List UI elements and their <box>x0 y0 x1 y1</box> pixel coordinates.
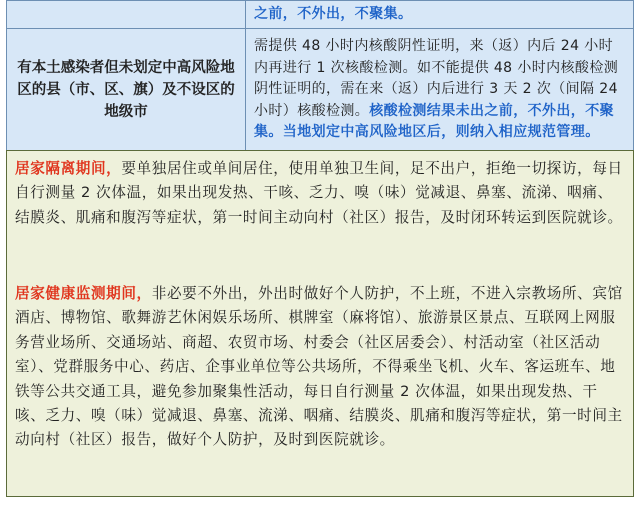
health-monitoring-text: 非必要不外出，外出时做好个人防护，不上班，不进入宗教场所、宾馆酒店、博物馆、歌舞游艺休闲娱乐场所、棋牌室（麻将馆）、旅游景区景点、互联网上网服务营业场所、交通场站、商超、农贸市场、村委会（社区居委会）、村活动室（社区活动室）、党群服务中心、药店、企事业单位等公共场所，不得乘坐飞机、火车、客运班车、地铁等公共交通工具，避免参加聚集性活动，每日自行测量 2 次体温，如果出现发热、干咳、乏力、嗅（味）觉减退、鼻塞、流涕、咽痛、结膜炎、肌痛和腹泻等症状，第一时间主动向村（社区）报告，做好个人防护，及时到医院就诊。 <box>15 285 623 449</box>
region-cell: 有本土感染者但未划定中高风险地区的县（市、区、旗）及不设区的地级市 <box>7 29 246 152</box>
measure-cell <box>246 1 634 29</box>
home-isolation-heading: 居家隔离期间， <box>15 160 122 177</box>
control-measures-table <box>6 0 634 152</box>
measure-text: 需提供 48 小时内核酸阴性证明，来（返）内后 24 小时内再进行 1 次核酸检测。如不能提供 48 小时内核酸检测阴性证明的，需在来（返）内后进行 3 天 2 次（间隔 24 小时）核酸检测。 <box>254 38 619 119</box>
measure-cell <box>246 29 634 152</box>
policy-document <box>6 0 634 497</box>
table-row <box>7 1 634 29</box>
home-isolation-text: 要单独居住或单间居住，使用单独卫生间，足不出户，拒绝一切探访，每日自行测量 2 次体温，如果出现发热、干咳、乏力、嗅（味）觉减退、鼻塞、流涕、咽痛、结膜炎、肌痛和腹泻等症状，第一时间主动向村（社区）报告，及时闭环转运到医院就诊。 <box>15 160 623 226</box>
notes-box <box>6 150 634 497</box>
measure-emphasis: 核酸检测结果未出之前，不外出，不聚集。当地划定中高风险地区后，则纳入相应规范管理。 <box>254 102 615 141</box>
measure-emphasis: 之前，不外出，不聚集。 <box>254 5 413 22</box>
health-monitoring-paragraph <box>15 282 627 453</box>
health-monitoring-heading: 居家健康监测期间， <box>15 285 152 302</box>
region-cell <box>7 1 246 29</box>
table-row <box>7 29 634 152</box>
home-isolation-paragraph <box>15 157 627 230</box>
